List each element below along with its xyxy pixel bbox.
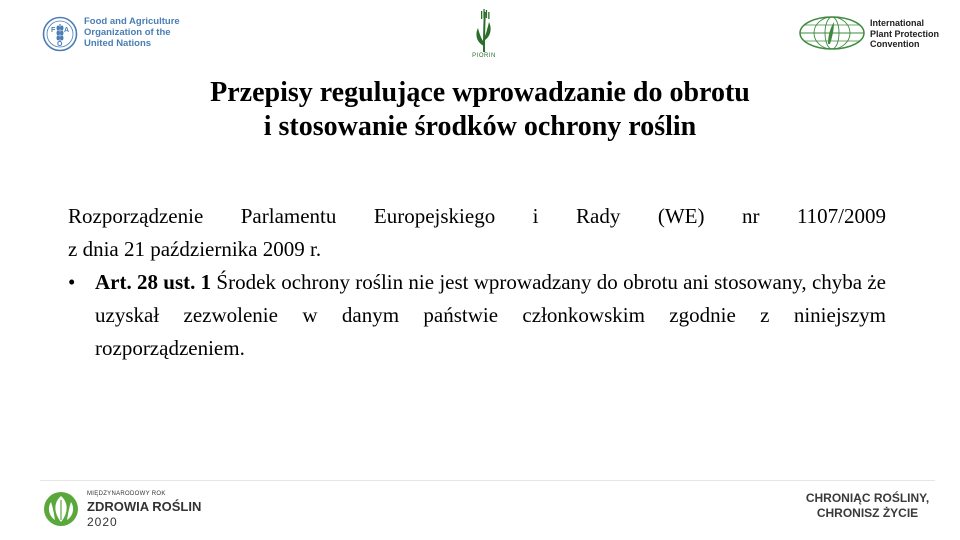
- bullet-dot: •: [68, 270, 76, 294]
- regulation-reference: [68, 200, 886, 266]
- article-reference: Art. 28 ust. 1: [95, 270, 212, 294]
- footer-slogan: [795, 491, 940, 521]
- article-bullet: [68, 266, 886, 365]
- ippc-name: International Plant Protection Convention: [870, 18, 940, 49]
- slogan-line-1: CHRONIĄC ROŚLINY,: [805, 491, 930, 505]
- slide-body: [68, 200, 886, 365]
- slide-title: [80, 76, 880, 144]
- iyph-logo: [42, 488, 212, 532]
- header: [0, 0, 960, 70]
- ippc-globe-icon: [798, 14, 866, 54]
- svg-text:F: F: [51, 27, 56, 34]
- wheat-icon: [466, 8, 502, 54]
- regulation-date: z dnia 21 października 2009 r.: [68, 237, 322, 261]
- article-text: Środek ochrony roślin nie jest wprowadzany do obrotu ani stosowany, chyba że uzyskał zezwolenie w danym państwie członkowskim zgodnie z niniejszym rozporządzeniem.: [95, 270, 886, 360]
- iyph-year: 2020: [87, 515, 118, 529]
- fao-name: Food and Agriculture Organization of the United Nations: [84, 16, 180, 49]
- fao-logo: [42, 14, 202, 54]
- iyph-title: ZDROWIA ROŚLIN: [87, 499, 202, 514]
- footer-divider: [40, 480, 935, 481]
- fao-emblem-icon: [42, 16, 78, 52]
- svg-text:O: O: [57, 41, 63, 48]
- title-line-2: i stosowanie środków ochrony roślin: [263, 111, 697, 142]
- slogan-line-2: CHRONISZ ŻYCIE: [816, 506, 919, 520]
- piorin-logo: [466, 8, 502, 62]
- svg-text:A: A: [64, 27, 70, 34]
- title-line-1: Przepisy regulujące wprowadzanie do obrotu: [210, 77, 750, 108]
- regulation-title: Rozporządzenie Parlamentu Europejskiego i Rady (WE) nr 1107/2009: [68, 204, 886, 228]
- ippc-logo: [798, 14, 943, 54]
- piorin-label: PIORIN: [472, 53, 496, 59]
- iyph-subtitle: MIĘDZYNARODOWY ROK: [87, 491, 166, 497]
- leaf-circle-icon: [42, 490, 80, 528]
